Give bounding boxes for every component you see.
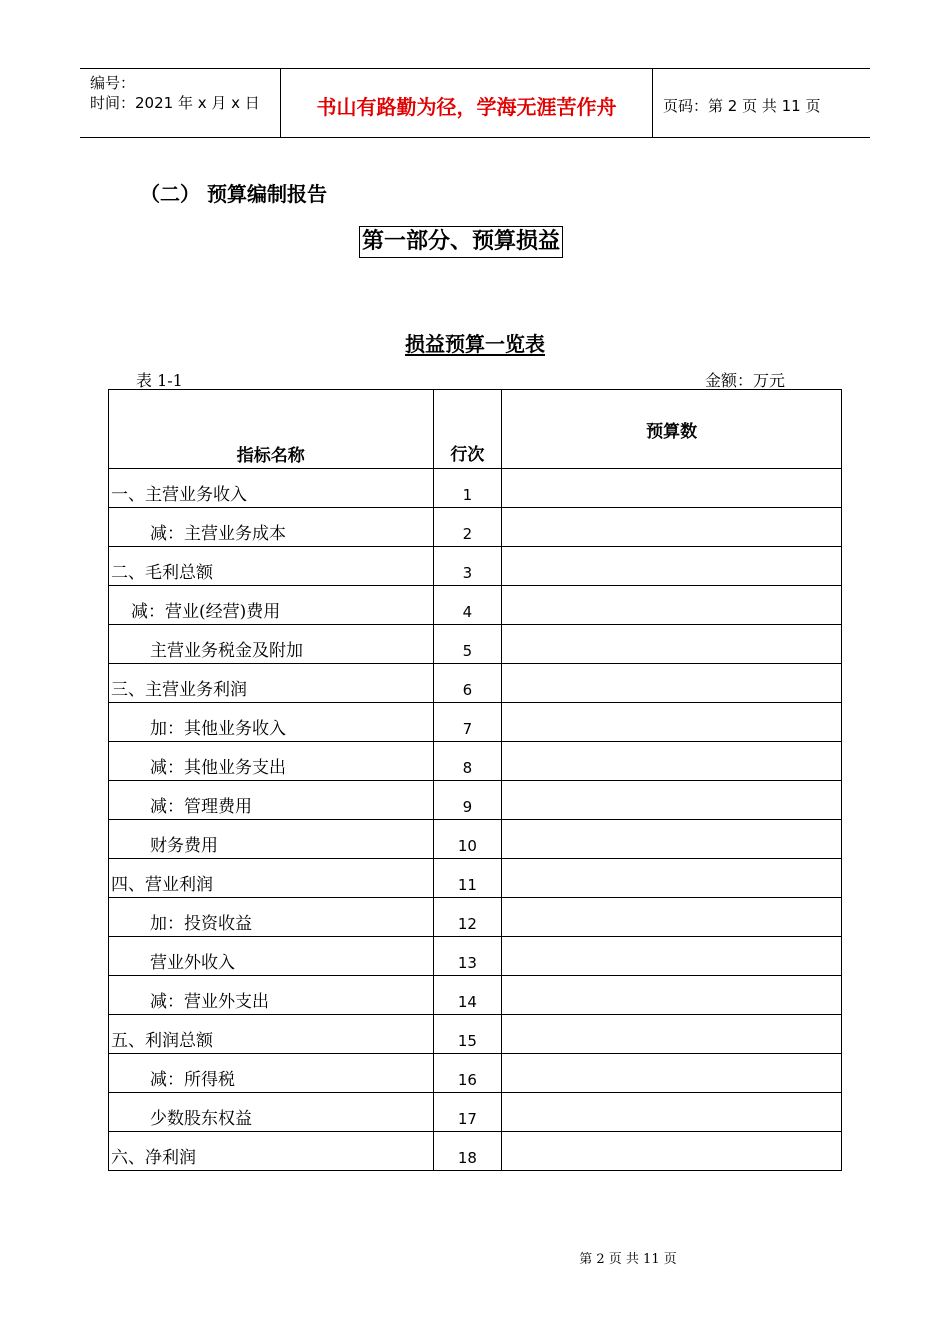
- table-row: [109, 898, 842, 937]
- table-row: [109, 703, 842, 742]
- row-name: 三、主营业务利润: [109, 664, 434, 703]
- table-row: [109, 469, 842, 508]
- row-name: 减：所得税: [109, 1054, 434, 1093]
- unit-label: 金额：万元: [705, 371, 786, 390]
- row-line-number: 1: [433, 469, 502, 508]
- row-budget-value[interactable]: [502, 1093, 842, 1132]
- row-budget-value[interactable]: [502, 547, 842, 586]
- table-row: [109, 1015, 842, 1054]
- row-line-number: 17: [433, 1093, 502, 1132]
- table-title: [0, 328, 950, 357]
- section-title: （二） 预算编制报告: [140, 182, 327, 206]
- table-row: [109, 1132, 842, 1171]
- column-header-line: 行次: [433, 390, 502, 469]
- table-header-row: [109, 390, 842, 469]
- row-name: 一、主营业务收入: [109, 469, 434, 508]
- table-row: [109, 937, 842, 976]
- row-line-number: 5: [433, 625, 502, 664]
- row-name: 减：其他业务支出: [109, 742, 434, 781]
- row-name: 减：主营业务成本: [109, 508, 434, 547]
- row-line-number: 2: [433, 508, 502, 547]
- table-row: [109, 742, 842, 781]
- table-row: [109, 625, 842, 664]
- row-line-number: 10: [433, 820, 502, 859]
- table-row: [109, 859, 842, 898]
- table-row: [109, 1093, 842, 1132]
- table-body: [109, 469, 842, 1171]
- table-row: [109, 820, 842, 859]
- table-row: [109, 664, 842, 703]
- row-budget-value[interactable]: [502, 859, 842, 898]
- table-row: [109, 586, 842, 625]
- row-name: 减：管理费用: [109, 781, 434, 820]
- row-line-number: 7: [433, 703, 502, 742]
- table-row: [109, 781, 842, 820]
- row-line-number: 11: [433, 859, 502, 898]
- header-motto: 书山有路勤为径，学海无涯苦作舟: [281, 69, 653, 137]
- row-budget-value[interactable]: [502, 937, 842, 976]
- row-name: 四、营业利润: [109, 859, 434, 898]
- header-info: [80, 69, 281, 137]
- row-line-number: 15: [433, 1015, 502, 1054]
- row-name: 二、毛利总额: [109, 547, 434, 586]
- budget-table: [108, 389, 842, 1171]
- row-name: 六、净利润: [109, 1132, 434, 1171]
- row-budget-value[interactable]: [502, 820, 842, 859]
- row-name: 少数股东权益: [109, 1093, 434, 1132]
- row-budget-value[interactable]: [502, 1015, 842, 1054]
- row-budget-value[interactable]: [502, 664, 842, 703]
- row-line-number: 14: [433, 976, 502, 1015]
- row-budget-value[interactable]: [502, 898, 842, 937]
- row-line-number: 16: [433, 1054, 502, 1093]
- row-budget-value[interactable]: [502, 976, 842, 1015]
- row-name: 加：其他业务收入: [109, 703, 434, 742]
- row-line-number: 4: [433, 586, 502, 625]
- table-row: [109, 1054, 842, 1093]
- table-row: [109, 547, 842, 586]
- row-budget-value[interactable]: [502, 1132, 842, 1171]
- document-number-label: 编号：: [90, 74, 136, 92]
- row-line-number: 12: [433, 898, 502, 937]
- table-row: [109, 508, 842, 547]
- row-name: 五、利润总额: [109, 1015, 434, 1054]
- table-title-text: 损益预算一览表: [405, 332, 545, 356]
- row-name: 主营业务税金及附加: [109, 625, 434, 664]
- row-name: 加：投资收益: [109, 898, 434, 937]
- row-name: 营业外收入: [109, 937, 434, 976]
- row-budget-value[interactable]: [502, 586, 842, 625]
- document-date: 时间：2021 年 x 月 x 日: [90, 94, 260, 112]
- page-footer: 第 2 页 共 11 页: [579, 1252, 677, 1267]
- row-budget-value[interactable]: [502, 1054, 842, 1093]
- column-header-budget: 预算数: [502, 390, 842, 469]
- column-header-name: 指标名称: [109, 390, 434, 469]
- row-name: 财务费用: [109, 820, 434, 859]
- row-budget-value[interactable]: [502, 703, 842, 742]
- header-page-info: 页码：第 2 页 共 11 页: [663, 96, 821, 115]
- row-budget-value[interactable]: [502, 625, 842, 664]
- row-line-number: 9: [433, 781, 502, 820]
- table-row: [109, 976, 842, 1015]
- row-line-number: 6: [433, 664, 502, 703]
- row-line-number: 8: [433, 742, 502, 781]
- row-budget-value[interactable]: [502, 781, 842, 820]
- row-budget-value[interactable]: [502, 742, 842, 781]
- row-budget-value[interactable]: [502, 469, 842, 508]
- row-budget-value[interactable]: [502, 508, 842, 547]
- row-line-number: 3: [433, 547, 502, 586]
- row-name: 减：营业外支出: [109, 976, 434, 1015]
- row-line-number: 18: [433, 1132, 502, 1171]
- part-title: 第一部分、预算损益: [359, 226, 563, 258]
- row-name: 减：营业(经营)费用: [109, 586, 434, 625]
- page-header: [80, 68, 870, 138]
- row-line-number: 13: [433, 937, 502, 976]
- table-id: 表 1-1: [136, 371, 183, 390]
